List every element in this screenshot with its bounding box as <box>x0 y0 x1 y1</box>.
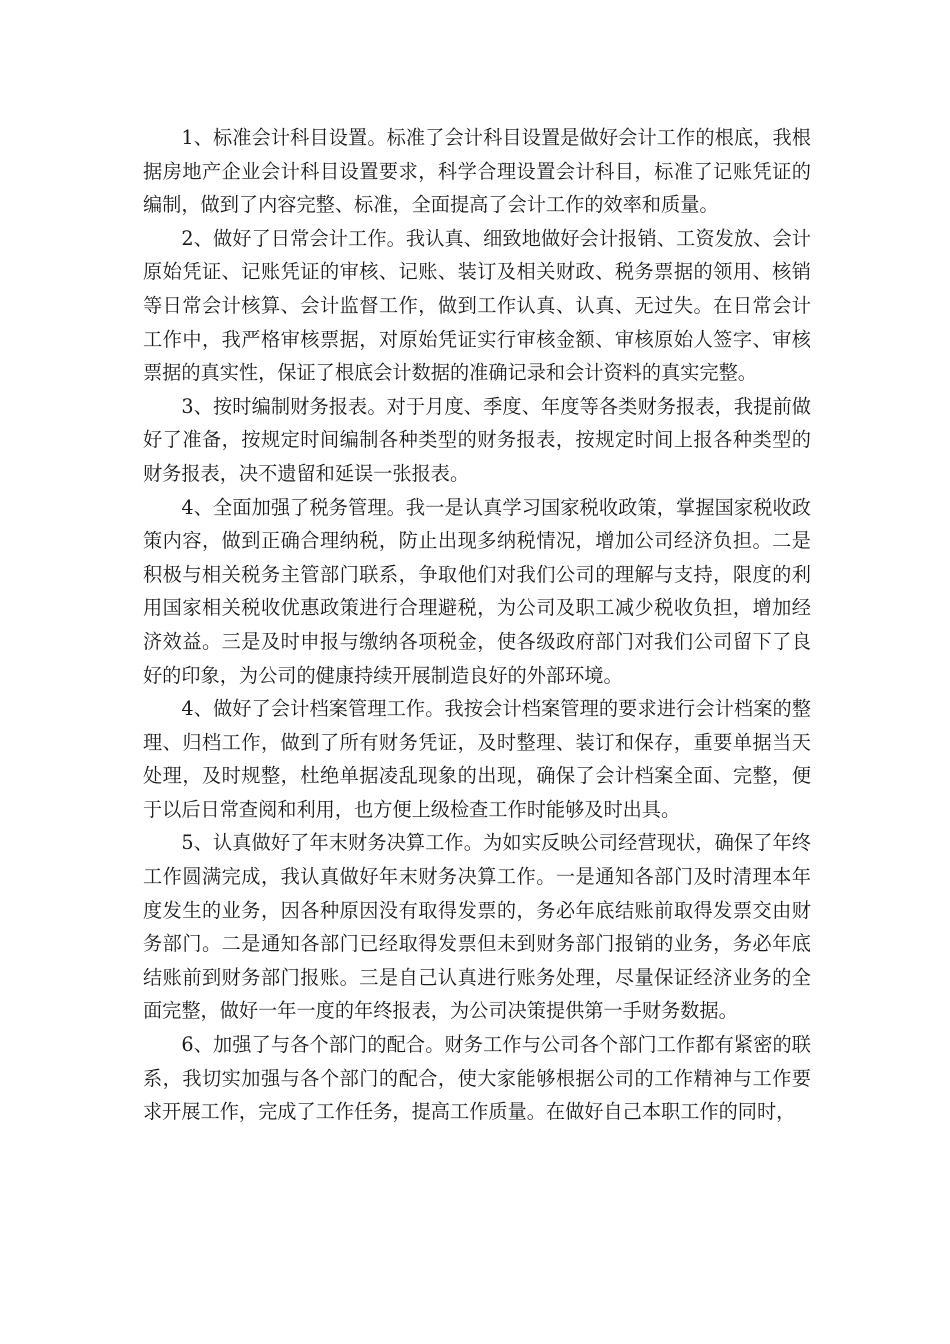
paragraph-7: 6、加强了与各个部门的配合。财务工作与公司各个部门工作都有紧密的联系，我切实加强与各个部门的配合，使大家能够根据公司的工作精神与工作要求开展工作，完成了工作任务，提高工作质量。在做好自己本职工作的同时， <box>143 1033 811 1124</box>
paragraph-2: 2、做好了日常会计工作。我认真、细致地做好会计报销、工资发放、会计原始凭证、记账凭证的审核、记账、装订及相关财政、税务票据的领用、核销等日常会计核算、会计监督工作，做到工作认真、认真、无过失。在日常会计工作中，我严格审核票据，对原始凭证实行审核金额、审核原始人签字、审核票据的真实性，保证了根底会计数据的准确记录和会计资料的真实完整。 <box>143 226 811 385</box>
paragraph-3: 3、按时编制财务报表。对于月度、季度、年度等各类财务报表，我提前做好了准备，按规定时间编制各种类型的财务报表，按规定时间上报各种类型的财务报表，决不遗留和延误一张报表。 <box>143 394 811 485</box>
paragraph-5: 4、做好了会计档案管理工作。我按会计档案管理的要求进行会计档案的整理、归档工作，做到了所有财务凭证，及时整理、装订和保存，重要单据当天处理，及时规整，杜绝单据凌乱现象的出现，确保了会计档案全面、完整，便于以后日常查阅和利用，也方便上级检查工作时能够及时出具。 <box>143 697 811 821</box>
paragraph-1: 1、标准会计科目设置。标准了会计科目设置是做好会计工作的根底，我根据房地产企业会计科目设置要求，科学合理设置会计科目，标准了记账凭证的编制，做到了内容完整、标准，全面提高了会计工作的效率和质量。 <box>143 126 811 217</box>
document-body <box>143 121 811 1129</box>
paragraph-4: 4、全面加强了税务管理。我一是认真学习国家税收政策，掌握国家税收政策内容，做到正确合理纳税，防止出现多纳税情况，增加公司经济负担。二是积极与相关税务主管部门联系，争取他们对我们公司的理解与支持，限度的利用国家相关税收优惠政策进行合理避税，为公司及职工减少税收负担，增加经济效益。三是及时申报与缴纳各项税金，使各级政府部门对我们公司留下了良好的印象，为公司的健康持续开展制造良好的外部环境。 <box>143 495 811 687</box>
paragraph-6: 5、认真做好了年末财务决算工作。为如实反映公司经营现状，确保了年终工作圆满完成，我认真做好年末财务决算工作。一是通知各部门及时清理本年度发生的业务，因各种原因没有取得发票的，务必年底结账前取得发票交由财务部门。二是通知各部门已经取得发票但未到财务部门报销的业务，务必年底结账前到财务部门报账。三是自己认真进行账务处理，尽量保证经济业务的全面完整，做好一年一度的年终报表，为公司决策提供第一手财务数据。 <box>143 831 811 1023</box>
